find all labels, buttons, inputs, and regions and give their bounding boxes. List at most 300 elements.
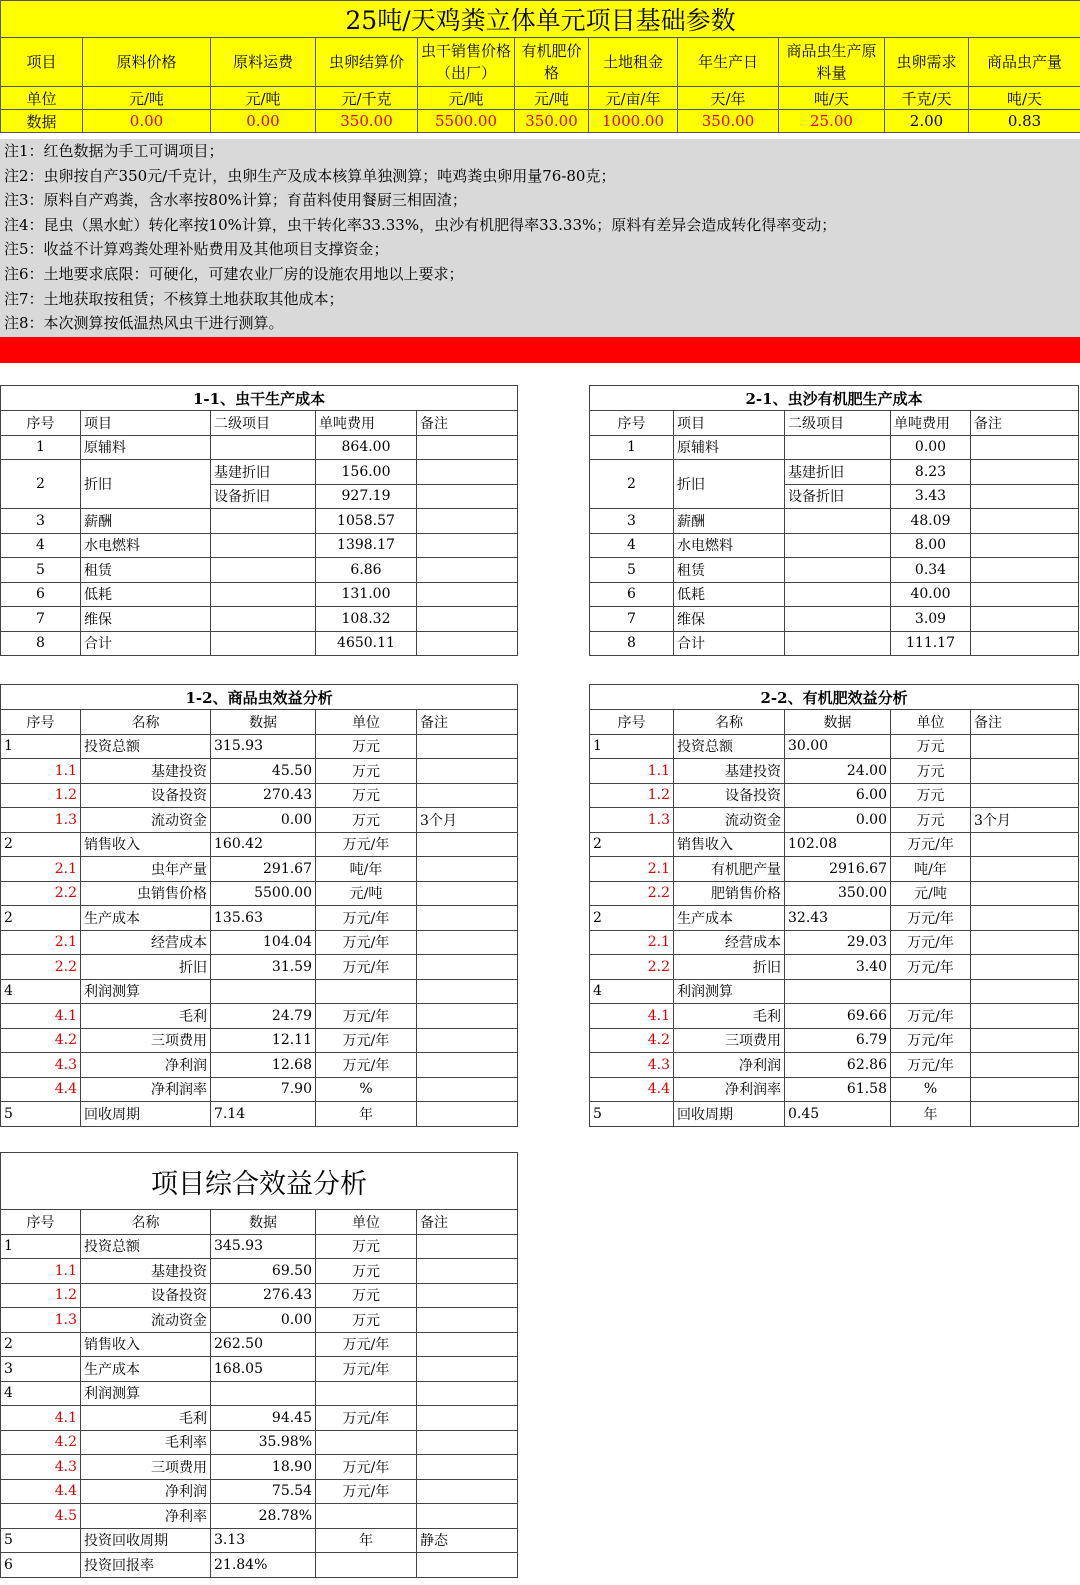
cell: 4.1 bbox=[1, 1004, 81, 1029]
col-header: 二级项目 bbox=[785, 411, 891, 436]
cell: 4 bbox=[590, 979, 674, 1004]
cell: 4 bbox=[1, 533, 81, 558]
cell bbox=[417, 1504, 518, 1529]
param-header: 原料价格 bbox=[83, 38, 211, 87]
cell: 万元/年 bbox=[316, 930, 417, 955]
cell bbox=[417, 484, 518, 509]
cell: 291.67 bbox=[211, 857, 316, 882]
cell: 万元 bbox=[316, 1308, 417, 1333]
cell: 5 bbox=[1, 558, 81, 583]
param-header: 虫卵结算价 bbox=[316, 38, 418, 87]
cell: 2916.67 bbox=[785, 857, 891, 882]
cell bbox=[971, 1077, 1079, 1102]
cell: 32.43 bbox=[785, 906, 891, 931]
col-header: 单位 bbox=[891, 710, 971, 735]
cell: 折旧 bbox=[81, 460, 211, 509]
param-value-input[interactable]: 5500.00 bbox=[418, 110, 515, 133]
cell: 净利润率 bbox=[674, 1077, 785, 1102]
cell bbox=[785, 533, 891, 558]
table-row bbox=[590, 533, 1079, 558]
cell: 2.2 bbox=[590, 881, 674, 906]
overall-benefit-table bbox=[0, 1152, 518, 1578]
cell: 回收周期 bbox=[81, 1102, 211, 1127]
col-header: 备注 bbox=[971, 411, 1079, 436]
col-header: 名称 bbox=[81, 710, 211, 735]
cell: % bbox=[891, 1077, 971, 1102]
notes-block bbox=[0, 139, 1080, 337]
cell bbox=[417, 881, 518, 906]
cell: 生产成本 bbox=[674, 906, 785, 931]
table-row bbox=[590, 1028, 1079, 1053]
cell: 虫销售价格 bbox=[81, 881, 211, 906]
cell: 4 bbox=[590, 533, 674, 558]
cell: 年 bbox=[316, 1102, 417, 1127]
cell bbox=[785, 979, 891, 1004]
table-row bbox=[1, 1028, 518, 1053]
cell bbox=[417, 460, 518, 485]
sheet-title: 25吨/天鸡粪立体单元项目基础参数 bbox=[1, 1, 1080, 38]
cell: 万元/年 bbox=[891, 930, 971, 955]
cell: 1.3 bbox=[1, 1308, 81, 1333]
cell: 75.54 bbox=[211, 1479, 316, 1504]
cell bbox=[971, 509, 1079, 534]
cell bbox=[417, 1077, 518, 1102]
col-header: 序号 bbox=[1, 1210, 81, 1235]
cell: 万元 bbox=[316, 734, 417, 759]
table-row bbox=[1, 1102, 518, 1127]
cell: 投资回收周期 bbox=[81, 1528, 211, 1553]
cell bbox=[891, 979, 971, 1004]
col-header: 单位 bbox=[316, 1210, 417, 1235]
cell: 投资总额 bbox=[674, 734, 785, 759]
cell: 4.2 bbox=[590, 1028, 674, 1053]
cell: 净利润 bbox=[81, 1053, 211, 1078]
cell bbox=[785, 631, 891, 656]
col-header: 备注 bbox=[971, 710, 1079, 735]
table-row bbox=[1, 783, 518, 808]
cell: 万元/年 bbox=[316, 1455, 417, 1480]
cell: 2 bbox=[1, 832, 81, 857]
cell: 2 bbox=[1, 460, 81, 509]
cell: 3.09 bbox=[891, 607, 971, 632]
cell: 3个月 bbox=[417, 808, 518, 833]
cell: 135.63 bbox=[211, 906, 316, 931]
col-header: 名称 bbox=[674, 710, 785, 735]
cell: 回收周期 bbox=[674, 1102, 785, 1127]
cell bbox=[785, 607, 891, 632]
cell bbox=[971, 783, 1079, 808]
cell: 流动资金 bbox=[81, 1308, 211, 1333]
cell bbox=[417, 1479, 518, 1504]
table-row bbox=[590, 857, 1079, 882]
table-row bbox=[590, 435, 1079, 460]
cell: 7 bbox=[1, 607, 81, 632]
cell bbox=[417, 1455, 518, 1480]
cell: 维保 bbox=[674, 607, 785, 632]
table-row bbox=[1, 808, 518, 833]
table-row bbox=[590, 631, 1079, 656]
param-value-input[interactable]: 1000.00 bbox=[589, 110, 678, 133]
cell bbox=[316, 979, 417, 1004]
cell: 12.11 bbox=[211, 1028, 316, 1053]
cell: 2 bbox=[1, 1332, 81, 1357]
cell bbox=[417, 1234, 518, 1259]
cell: 276.43 bbox=[211, 1283, 316, 1308]
cell: 2 bbox=[1, 906, 81, 931]
cell: 万元 bbox=[316, 1234, 417, 1259]
cell: 0.00 bbox=[211, 808, 316, 833]
cell bbox=[971, 759, 1079, 784]
cell bbox=[971, 857, 1079, 882]
cell: 8.23 bbox=[891, 460, 971, 485]
cell: 864.00 bbox=[316, 435, 417, 460]
cell: 元/吨 bbox=[316, 881, 417, 906]
table-row bbox=[1, 930, 518, 955]
fertilizer-benefit-table bbox=[589, 684, 1079, 1127]
cell: 利润测算 bbox=[81, 979, 211, 1004]
cell: 2.1 bbox=[1, 857, 81, 882]
param-header: 项目 bbox=[1, 38, 83, 87]
table-row bbox=[590, 881, 1079, 906]
param-data-label: 数据 bbox=[1, 110, 83, 133]
cell bbox=[417, 582, 518, 607]
cell: 毛利 bbox=[674, 1004, 785, 1029]
cell: 30.00 bbox=[785, 734, 891, 759]
cell: 29.03 bbox=[785, 930, 891, 955]
cell bbox=[417, 930, 518, 955]
cell: 经营成本 bbox=[674, 930, 785, 955]
param-unit: 天/年 bbox=[678, 87, 779, 110]
cell bbox=[971, 484, 1079, 509]
cell: 6.86 bbox=[316, 558, 417, 583]
param-value-input[interactable]: 0.00 bbox=[83, 110, 211, 133]
cell: 7.14 bbox=[211, 1102, 316, 1127]
note-line: 注5：收益不计算鸡粪处理补贴费用及其他项目支撑资金； bbox=[4, 240, 389, 259]
cell bbox=[211, 533, 316, 558]
cell: 262.50 bbox=[211, 1332, 316, 1357]
cell: 万元/年 bbox=[316, 1357, 417, 1382]
cell: 水电燃料 bbox=[81, 533, 211, 558]
param-value-input[interactable]: 25.00 bbox=[779, 110, 885, 133]
cell: 吨/年 bbox=[316, 857, 417, 882]
cell: 4.4 bbox=[590, 1077, 674, 1102]
cell: 4.1 bbox=[590, 1004, 674, 1029]
cell: 利润测算 bbox=[81, 1381, 211, 1406]
cell: 108.32 bbox=[316, 607, 417, 632]
fertilizer-cost-table bbox=[589, 385, 1079, 656]
cell bbox=[417, 1053, 518, 1078]
cell: 0.00 bbox=[785, 808, 891, 833]
cell bbox=[785, 558, 891, 583]
cell: 0.34 bbox=[891, 558, 971, 583]
cell: 静态 bbox=[417, 1528, 518, 1553]
cell: 万元/年 bbox=[316, 832, 417, 857]
cell: 131.00 bbox=[316, 582, 417, 607]
table-row bbox=[590, 460, 1079, 485]
cell: 35.98% bbox=[211, 1430, 316, 1455]
cell bbox=[417, 509, 518, 534]
cell bbox=[417, 1308, 518, 1333]
table-title: 2-2、有机肥效益分析 bbox=[590, 685, 1079, 710]
cell bbox=[417, 1357, 518, 1382]
cell: 设备投资 bbox=[81, 1283, 211, 1308]
param-unit: 元/吨 bbox=[83, 87, 211, 110]
cell: 基建投资 bbox=[81, 1259, 211, 1284]
cell: 1 bbox=[590, 435, 674, 460]
cell: 7 bbox=[590, 607, 674, 632]
col-header: 单位 bbox=[316, 710, 417, 735]
cell: 94.45 bbox=[211, 1406, 316, 1431]
table-row bbox=[1, 759, 518, 784]
table-row bbox=[1, 734, 518, 759]
insect-cost-table bbox=[0, 385, 518, 656]
table-row bbox=[1, 906, 518, 931]
cell: 原辅料 bbox=[674, 435, 785, 460]
table-row bbox=[1, 1259, 518, 1284]
table-row bbox=[1, 832, 518, 857]
param-unit: 千克/天 bbox=[885, 87, 969, 110]
cell: 1.3 bbox=[590, 808, 674, 833]
cell: 净利润 bbox=[674, 1053, 785, 1078]
param-value-input[interactable]: 350.00 bbox=[515, 110, 589, 133]
cell: 168.05 bbox=[211, 1357, 316, 1382]
param-header: 商品虫生产原料量 bbox=[779, 38, 885, 87]
cell: 0.00 bbox=[891, 435, 971, 460]
cell: 4.3 bbox=[590, 1053, 674, 1078]
cell: 万元/年 bbox=[891, 906, 971, 931]
param-value-input[interactable]: 0.00 bbox=[211, 110, 316, 133]
cell bbox=[417, 1430, 518, 1455]
param-value: 2.00 bbox=[885, 110, 969, 133]
col-header: 序号 bbox=[590, 710, 674, 735]
cell: 4.2 bbox=[1, 1430, 81, 1455]
cell: 利润测算 bbox=[674, 979, 785, 1004]
cell: 111.17 bbox=[891, 631, 971, 656]
cell: 薪酬 bbox=[674, 509, 785, 534]
table-row bbox=[1, 1053, 518, 1078]
cell: 万元/年 bbox=[316, 1406, 417, 1431]
cell: 三项费用 bbox=[81, 1028, 211, 1053]
cell: 31.59 bbox=[211, 955, 316, 980]
cell bbox=[211, 582, 316, 607]
cell: 万元 bbox=[316, 808, 417, 833]
cell bbox=[971, 1028, 1079, 1053]
cell: 2.1 bbox=[1, 930, 81, 955]
cell bbox=[417, 607, 518, 632]
cell: 5500.00 bbox=[211, 881, 316, 906]
cell: 净利润率 bbox=[81, 1077, 211, 1102]
cell: 万元 bbox=[316, 1283, 417, 1308]
cell: 万元/年 bbox=[316, 1479, 417, 1504]
cell: 有机肥产量 bbox=[674, 857, 785, 882]
table-row bbox=[1, 881, 518, 906]
cell: 6.79 bbox=[785, 1028, 891, 1053]
cell: 1 bbox=[1, 734, 81, 759]
cell: 万元 bbox=[316, 759, 417, 784]
cell bbox=[316, 1504, 417, 1529]
cell: 2.2 bbox=[1, 881, 81, 906]
note-line: 注8：本次测算按低温热风虫干进行测算。 bbox=[4, 314, 284, 333]
cell: 万元 bbox=[891, 734, 971, 759]
cell: 销售收入 bbox=[674, 832, 785, 857]
cell: 设备投资 bbox=[81, 783, 211, 808]
table-row bbox=[590, 582, 1079, 607]
cell: 毛利率 bbox=[81, 1430, 211, 1455]
note-line: 注7：土地获取按租赁；不核算土地获取其他成本； bbox=[4, 289, 344, 308]
param-unit: 吨/天 bbox=[969, 87, 1080, 110]
cell: 经营成本 bbox=[81, 930, 211, 955]
cell: 年 bbox=[316, 1528, 417, 1553]
param-unit: 元/千克 bbox=[316, 87, 418, 110]
cell: 1.3 bbox=[1, 808, 81, 833]
cell: 24.79 bbox=[211, 1004, 316, 1029]
note-line: 注6：土地要求底限：可硬化，可建农业厂房的设施农用地以上要求； bbox=[4, 264, 464, 283]
cell: 投资总额 bbox=[81, 734, 211, 759]
cell bbox=[417, 759, 518, 784]
table-row bbox=[1, 1308, 518, 1333]
cell bbox=[417, 1283, 518, 1308]
table-row bbox=[1, 533, 518, 558]
cell: 维保 bbox=[81, 607, 211, 632]
cell: 62.86 bbox=[785, 1053, 891, 1078]
cell: 3 bbox=[1, 509, 81, 534]
cell: 折旧 bbox=[674, 460, 785, 509]
cell: 折旧 bbox=[674, 955, 785, 980]
cell: 万元/年 bbox=[891, 1053, 971, 1078]
col-header: 序号 bbox=[1, 710, 81, 735]
table-row bbox=[1, 1283, 518, 1308]
cell bbox=[417, 1406, 518, 1431]
cell: 万元/年 bbox=[891, 1004, 971, 1029]
cell bbox=[417, 1259, 518, 1284]
cell bbox=[971, 435, 1079, 460]
table-row bbox=[1, 1430, 518, 1455]
cell: 投资总额 bbox=[81, 1234, 211, 1259]
table-row bbox=[590, 734, 1079, 759]
cell: 万元/年 bbox=[316, 1053, 417, 1078]
param-value-input[interactable]: 350.00 bbox=[316, 110, 418, 133]
cell: 销售收入 bbox=[81, 1332, 211, 1357]
cell: 8.00 bbox=[891, 533, 971, 558]
cell: 生产成本 bbox=[81, 906, 211, 931]
cell bbox=[417, 734, 518, 759]
table-row bbox=[1, 435, 518, 460]
cell: 40.00 bbox=[891, 582, 971, 607]
cell bbox=[316, 1381, 417, 1406]
cell: 61.58 bbox=[785, 1077, 891, 1102]
col-header: 单吨费用 bbox=[316, 411, 417, 436]
parameter-table bbox=[0, 0, 1080, 133]
insect-benefit-table bbox=[0, 684, 518, 1127]
cell: 水电燃料 bbox=[674, 533, 785, 558]
cell bbox=[211, 1381, 316, 1406]
cell: 3.40 bbox=[785, 955, 891, 980]
cell: 三项费用 bbox=[81, 1455, 211, 1480]
table-row bbox=[590, 607, 1079, 632]
cell bbox=[417, 857, 518, 882]
table-row bbox=[1, 558, 518, 583]
table-row bbox=[590, 832, 1079, 857]
cell: 48.09 bbox=[891, 509, 971, 534]
cell: 万元/年 bbox=[316, 955, 417, 980]
cell bbox=[211, 435, 316, 460]
table-row bbox=[590, 759, 1079, 784]
table-row bbox=[590, 1053, 1079, 1078]
cell: 万元 bbox=[891, 759, 971, 784]
cell bbox=[211, 607, 316, 632]
param-header: 虫卵需求 bbox=[885, 38, 969, 87]
col-header: 项目 bbox=[674, 411, 785, 436]
cell: 基建折旧 bbox=[785, 460, 891, 485]
cell: 21.84% bbox=[211, 1553, 316, 1578]
cell: 万元 bbox=[316, 783, 417, 808]
param-unit: 单位 bbox=[1, 87, 83, 110]
cell: 2.1 bbox=[590, 930, 674, 955]
param-value-input[interactable]: 350.00 bbox=[678, 110, 779, 133]
cell: 12.68 bbox=[211, 1053, 316, 1078]
cell: 4.3 bbox=[1, 1455, 81, 1480]
table-row bbox=[590, 1004, 1079, 1029]
cell: 投资回报率 bbox=[81, 1553, 211, 1578]
cell: 净利率 bbox=[81, 1504, 211, 1529]
table-row bbox=[1, 582, 518, 607]
cell: 折旧 bbox=[81, 955, 211, 980]
cell: 租赁 bbox=[81, 558, 211, 583]
cell: 万元/年 bbox=[316, 1004, 417, 1029]
cell bbox=[417, 435, 518, 460]
cell: 流动资金 bbox=[674, 808, 785, 833]
table-row bbox=[590, 808, 1079, 833]
cell: 350.00 bbox=[785, 881, 891, 906]
cell: 0.45 bbox=[785, 1102, 891, 1127]
cell: 三项费用 bbox=[674, 1028, 785, 1053]
cell bbox=[211, 509, 316, 534]
col-header: 项目 bbox=[81, 411, 211, 436]
cell: 1 bbox=[1, 435, 81, 460]
table-row bbox=[1, 857, 518, 882]
cell: 1398.17 bbox=[316, 533, 417, 558]
param-unit: 元/吨 bbox=[515, 87, 589, 110]
table-row bbox=[1, 979, 518, 1004]
cell: 基建投资 bbox=[81, 759, 211, 784]
cell bbox=[971, 1102, 1079, 1127]
cell: 160.42 bbox=[211, 832, 316, 857]
table-row bbox=[1, 1357, 518, 1382]
cell: 4650.11 bbox=[316, 631, 417, 656]
cell: 5 bbox=[590, 1102, 674, 1127]
cell: 销售收入 bbox=[81, 832, 211, 857]
cell: 3.13 bbox=[211, 1528, 316, 1553]
cell bbox=[971, 1053, 1079, 1078]
col-header: 名称 bbox=[81, 1210, 211, 1235]
cell bbox=[971, 460, 1079, 485]
param-unit: 元/吨 bbox=[418, 87, 515, 110]
cell: 净利润 bbox=[81, 1479, 211, 1504]
cell: 69.50 bbox=[211, 1259, 316, 1284]
cell bbox=[417, 832, 518, 857]
cell: 2.2 bbox=[1, 955, 81, 980]
cell bbox=[971, 955, 1079, 980]
cell bbox=[417, 906, 518, 931]
cell: 6.00 bbox=[785, 783, 891, 808]
col-header: 备注 bbox=[417, 1210, 518, 1235]
cell: 4.1 bbox=[1, 1406, 81, 1431]
cell: 万元/年 bbox=[316, 1332, 417, 1357]
note-line: 注3：原料自产鸡粪，含水率按80%计算；育苗料使用餐厨三相固渣； bbox=[4, 191, 467, 210]
cell: 45.50 bbox=[211, 759, 316, 784]
cell: 5 bbox=[590, 558, 674, 583]
table-row bbox=[590, 1102, 1079, 1127]
